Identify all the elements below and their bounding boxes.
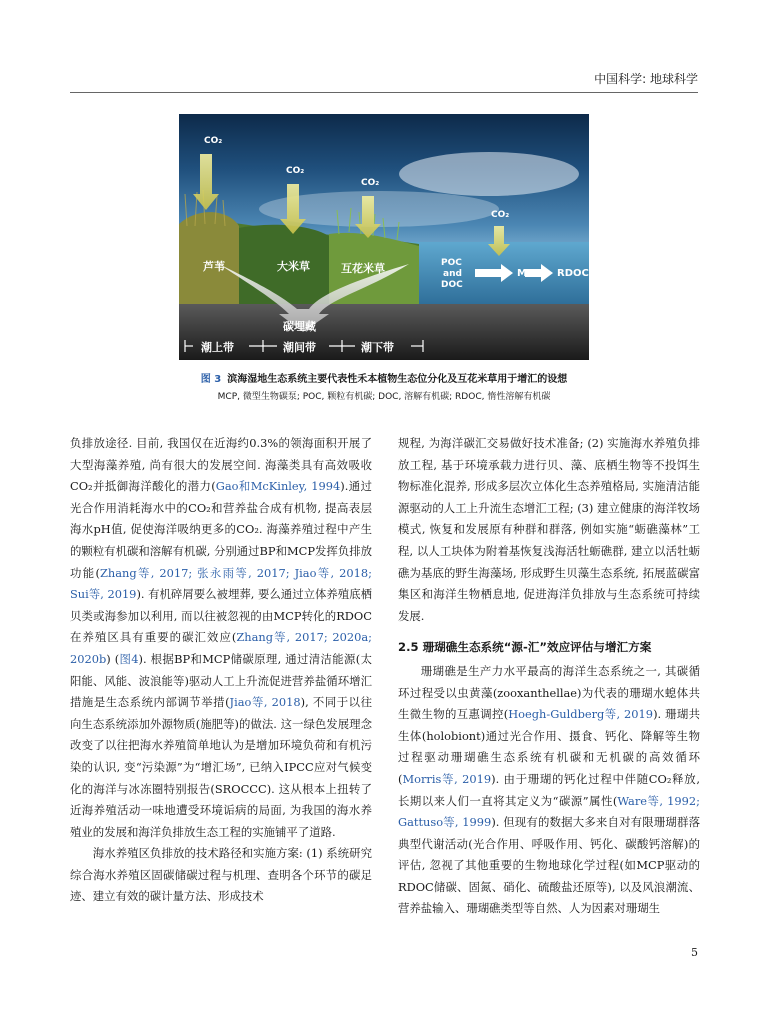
citation-link[interactable]: Hoegh-Guldberg等, 2019	[508, 707, 654, 722]
paragraph-text: 负排放途径. 目前, 我国仅在近海约0.3%的领海面积开展了大型海藻养殖, 尚有很大的发展空间. 海藻类具有高效吸收CO₂并抵御海洋酸化的潜力(	[70, 436, 372, 494]
paragraph-text: ), 不同于以往向生态系统添加外源物质(施肥等)的做法. 这一绿色发展理念改变了以往把海水养殖简单地认为是增加环境负荷和有机污染的认识, 变“污染源”为“增汇场”, 已纳入IPCC应对气候变化的海洋与冰冻圈特别报告(SROCCC). 这从根本上扭转了近海养殖活动一味地遭受环境诟病的局面, 为我国的海水养殖业的发展和海洋负排放生态工程的实施铺平了道路.	[70, 695, 372, 839]
citation-link[interactable]: Jiao等, 2018	[229, 695, 301, 710]
figure-illustration	[179, 114, 589, 360]
citation-link[interactable]: Ware等, 1992; Gattuso等, 1999	[398, 793, 700, 830]
paragraph-text: ). 由于珊瑚的钙化过程中伴随CO₂释放, 长期以来人们一直将其定义为“碳源”属性(	[398, 771, 700, 808]
right-column	[398, 433, 700, 920]
figure-caption	[70, 370, 698, 402]
paragraph-text: ). 根据BP和MCP储碳原理, 通过清洁能源(太阳能、风能、波浪能等)驱动人工上升流促进营养盐循环增汇措施是生态系统内部调节举措(	[70, 651, 372, 710]
mcp-label: MCP	[517, 268, 542, 279]
co2-label-4: CO₂	[491, 210, 510, 220]
left-paragraph-2: 海水养殖区负排放的技术路径和实施方案: (1) 系统研究综合海水养殖区固碳储碳过程与机理、查明各个环节的碳足迹、建立有效的碳计量方法、形成技术	[70, 846, 372, 904]
paragraph-text: ). 有机碎屑要么被埋葬, 要么通过立体养殖底栖贝类或海参加以利用, 而以往被忽视的由MCP转化的RDOC在养殖区具有重要的碳汇效应(	[70, 587, 372, 645]
co2-label-1: CO₂	[204, 136, 223, 146]
citation-link[interactable]: Morris等, 2019	[402, 771, 492, 786]
right-paragraph-2	[398, 661, 700, 920]
citation-link[interactable]: Gao和McKinley, 1994	[215, 479, 341, 494]
paragraph-text: ) (	[106, 651, 120, 666]
header-rule	[70, 92, 698, 93]
zone-label-intertidal: 潮间带	[283, 341, 316, 354]
co2-label-3: CO₂	[361, 178, 380, 188]
plant-label-spartina-anglica: 大米草	[277, 260, 310, 273]
paragraph-text: ).通过光合作用消耗海水中的CO₂和营养盐合成有机物, 提高表层海水pH值, 促使海洋吸纳更多的CO₂. 海藻养殖过程中产生的颗粒有机碳和溶解有机碳, 分别通过BP和MCP发挥负排放功能(	[70, 479, 372, 580]
figure-title: 滨海湿地生态系统主要代表性禾本植物生态位分化及互花米草用于增汇的设想	[227, 374, 568, 385]
citation-link[interactable]: Zhang等, 2017; 张永雨等, 2017; Jiao等, 2018; Sui等, 2019	[70, 565, 372, 602]
poc-text: POC	[441, 258, 462, 268]
rdoc-label: RDOC	[557, 268, 589, 279]
zone-label-supratidal: 潮上带	[201, 341, 234, 354]
plant-label-reed: 芦苇	[203, 260, 225, 273]
plant-label-spartina-alterniflora: 互花米草	[341, 262, 385, 275]
doc-text: DOC	[441, 280, 463, 290]
burial-label: 碳埋藏	[283, 320, 316, 333]
and-text: and	[443, 269, 462, 279]
section-heading-2-5: 2.5 珊瑚礁生态系统“源-汇”效应评估与增汇方案	[398, 640, 652, 655]
zone-label-subtidal: 潮下带	[361, 341, 394, 354]
co2-label-2: CO₂	[286, 166, 305, 176]
figure-3	[179, 114, 589, 360]
figure-abbreviations: MCP, 微型生物碳泵; POC, 颗粒有机碳; DOC, 溶解有机碳; RDOC, 惰性溶解有机碳	[217, 392, 551, 402]
citation-link[interactable]: 图4	[119, 651, 139, 666]
left-paragraph-1	[70, 433, 372, 843]
paragraph-text: ). 但现有的数据大多来自对有限珊瑚群落典型代谢活动(光合作用、呼吸作用、钙化、碳酸钙溶解)的评估, 忽视了其他重要的生物地球化学过程(如MCP驱动的RDOC储碳、固氮、硝化、硫酸盐还原等), 以及风浪潮流、营养盐输入、珊瑚礁类型等自然、人为因素对珊瑚生	[398, 815, 700, 916]
left-column	[70, 433, 372, 908]
figure-number: 图 3	[200, 374, 222, 385]
paragraph-text: ). 珊瑚共生体(holobiont)通过光合作用、摄食、钙化、降解等生物过程驱动珊瑚礁生态系统有机碳和无机碳的高效循环(	[398, 707, 700, 786]
paragraph-text: 珊瑚礁是生产力水平最高的海洋生态系统之一, 其碳循环过程受以虫黄藻(zooxanthellae)为代表的珊瑚水螅体共生微生物的互惠调控(	[398, 663, 700, 722]
citation-link[interactable]: Zhang等, 2017; 2020a; 2020b	[70, 630, 372, 666]
page-number: 5	[691, 946, 698, 959]
poc-doc-label	[441, 258, 463, 291]
journal-header: 中国科学: 地球科学	[594, 72, 698, 86]
right-paragraph-1: 规程, 为海洋碳汇交易做好技术准备; (2) 实施海水养殖负排放工程, 基于环境承载力进行贝、藻、底栖生物等不投饵生物标准化混养, 形成多层次立体化生态养殖格局, 实施清洁能源驱动的人工上升流生态增汇工程; (3) 建立健康的海洋牧场模式, 恢复和发展原有种群和群落, 例如实施“蛎礁藻林”工程, 以人工块体为附着基恢复浅海活牡蛎礁群, 建立以活牡蛎礁为基底的野生海藻场, 形成野生贝藻生态系统, 拓展蓝碳富集区和海洋生物栖息地, 促进海洋负排放与生态系统可持续发展.	[398, 436, 700, 623]
